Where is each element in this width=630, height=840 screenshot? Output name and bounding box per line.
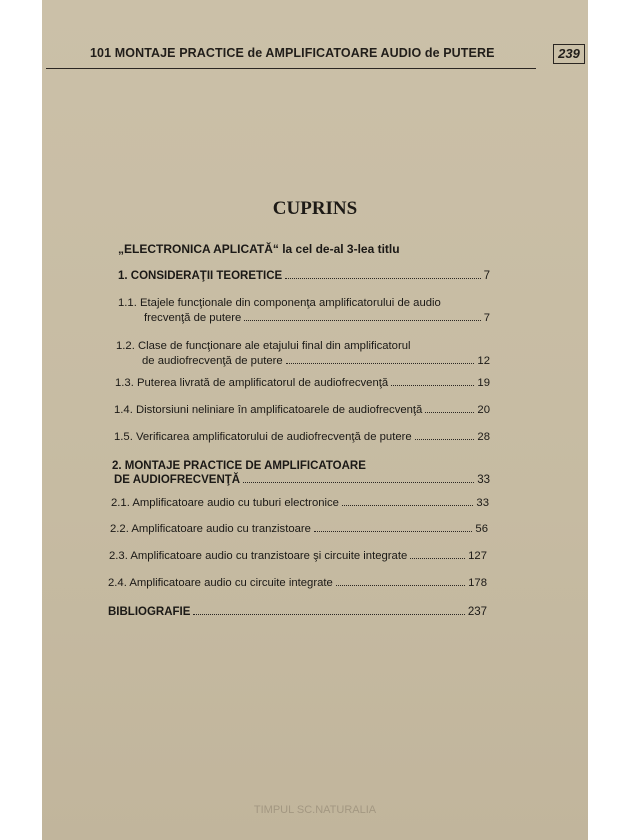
toc-entry-1-2 <box>116 340 490 367</box>
dot-leader <box>286 362 475 364</box>
toc-title: CUPRINS <box>272 198 358 219</box>
toc-entry-page: 237 <box>467 606 487 618</box>
dot-leader <box>244 319 480 321</box>
toc-entry-label: 2.1. Amplificatoare audio cu tuburi electronice <box>111 497 339 509</box>
toc-entry-label: 2.4. Amplificatoare audio cu circuite integrate <box>108 577 333 589</box>
toc-entry-page: 7 <box>483 270 490 282</box>
toc-entry-page: 28 <box>477 431 490 443</box>
toc-entry-label-line2: frecvenţă de putere <box>144 312 242 324</box>
toc-entry-page: 12 <box>477 355 490 367</box>
toc-entry-label-line1: 1.2. Clase de funcţionare ale etajului final din amplificatorul <box>116 340 411 352</box>
toc-entry-chapter-2 <box>112 460 490 486</box>
toc-entry-1-3 <box>115 377 490 389</box>
toc-entry-label-line2: de audiofrecvenţă de putere <box>142 355 283 367</box>
dot-leader <box>410 557 465 559</box>
toc-entry-label: 1. CONSIDERAŢII TEORETICE <box>118 270 283 282</box>
dot-leader <box>193 613 464 615</box>
dot-leader <box>314 530 472 532</box>
toc-entry-1-4 <box>114 404 490 416</box>
toc-entry-bibliografie <box>108 606 487 618</box>
toc-entry-label: 2.2. Amplificatoare audio cu tranzistoare <box>110 523 311 535</box>
toc-entry-2-2 <box>110 523 488 535</box>
dot-leader <box>391 384 474 386</box>
toc-entry-label: 1.5. Verificarea amplificatorului de audiofrecvenţă de putere <box>114 431 412 443</box>
toc-entry-label-line1: 2. MONTAJE PRACTICE DE AMPLIFICATOARE <box>112 460 366 472</box>
dot-leader <box>336 584 465 586</box>
toc-entry-page: 33 <box>476 497 489 509</box>
toc-entry-label-line2: DE AUDIOFRECVENŢĂ <box>114 474 241 486</box>
toc-entry-2-1 <box>111 497 489 509</box>
toc-subtitle: „ELECTRONICA APLICATĂ“ la cel de-al 3-lea titlu <box>118 242 400 256</box>
toc-entry-page: 127 <box>468 550 487 562</box>
toc-entry-chapter-1 <box>118 270 490 282</box>
toc-entry-label: 1.3. Puterea livrată de amplificatorul de audiofrecvenţă <box>115 377 389 389</box>
toc-entry-page: 56 <box>475 523 488 535</box>
running-header <box>46 46 580 69</box>
dot-leader <box>342 504 473 506</box>
book-page <box>42 0 588 840</box>
header-title: 101 MONTAJE PRACTICE de AMPLIFICATOARE AUDIO de PUTERE <box>90 46 495 60</box>
toc-entry-label-line1: 1.1. Etajele funcţionale din componenţa amplificatorului de audio <box>118 297 441 309</box>
toc-entry-2-4 <box>108 577 487 589</box>
toc-entry-page: 19 <box>477 377 490 389</box>
header-page-number: 239 <box>553 44 585 64</box>
toc-entry-1-5 <box>114 431 490 443</box>
toc-entry-label: 2.3. Amplificatoare audio cu tranzistoare şi circuite integrate <box>109 550 408 562</box>
toc-entry-label: 1.4. Distorsiuni neliniare în amplificatoarele de audiofrecvenţă <box>114 404 423 416</box>
dot-leader <box>425 411 474 413</box>
toc-entry-1-1 <box>118 297 490 324</box>
toc-entry-2-3 <box>109 550 487 562</box>
toc-entry-label: BIBLIOGRAFIE <box>108 606 191 618</box>
dot-leader <box>285 277 480 279</box>
faded-footer-text: TIMPUL SC.NATURALIA <box>253 804 377 816</box>
toc-entry-page: 178 <box>468 577 487 589</box>
dot-leader <box>243 481 474 483</box>
toc-entry-page: 7 <box>483 312 490 324</box>
toc-entry-page: 33 <box>477 474 490 486</box>
dot-leader <box>415 438 475 440</box>
toc-entry-page: 20 <box>477 404 490 416</box>
